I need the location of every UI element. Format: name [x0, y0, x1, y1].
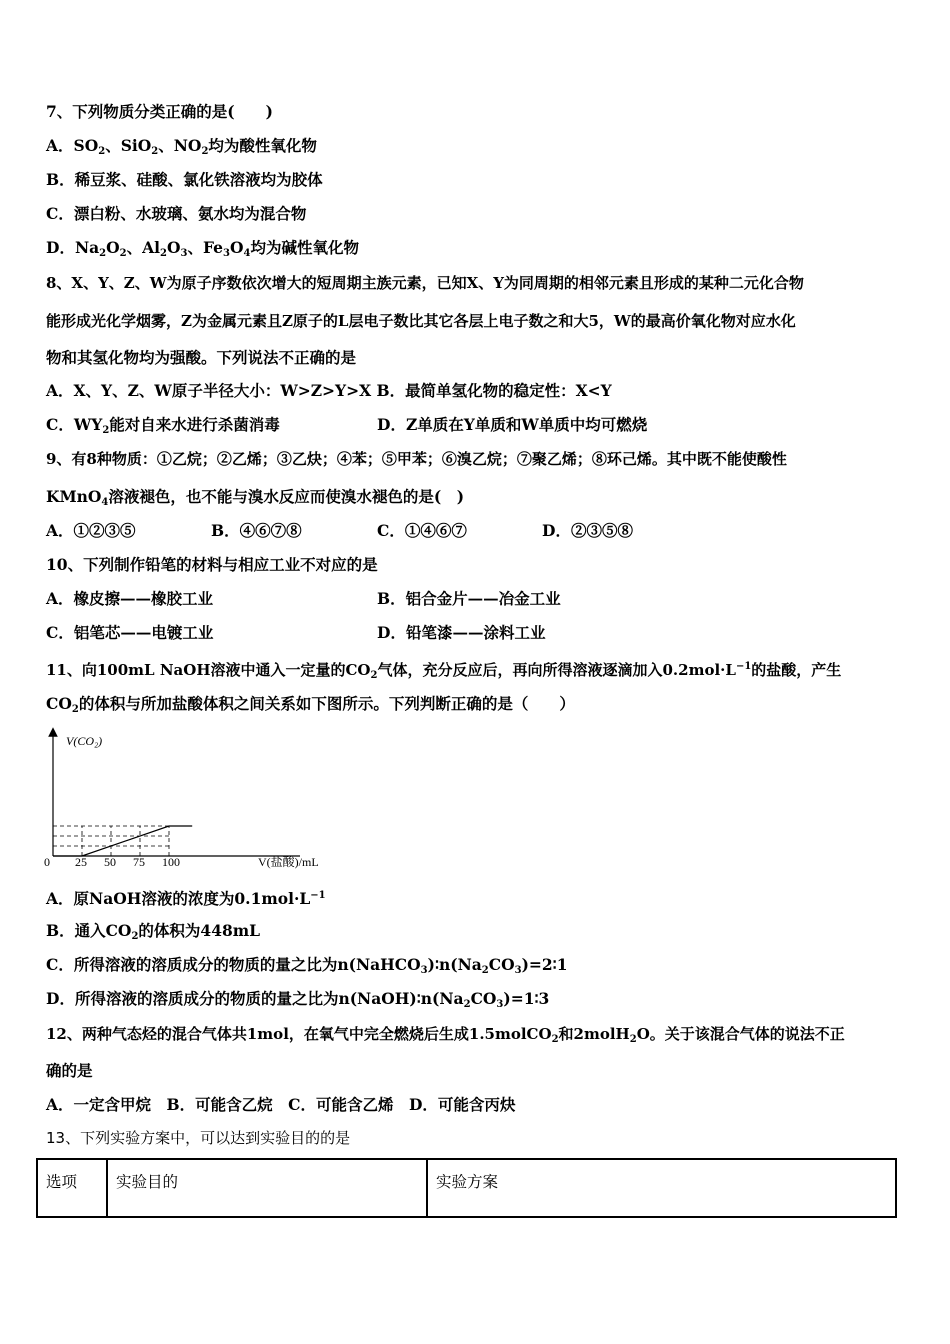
q10-stem: 10、下列制作铅笔的材料与相应工业不对应的是	[46, 555, 378, 574]
q13-table	[36, 1158, 897, 1218]
table-header-row	[37, 1159, 896, 1217]
table-header-purpose: 实验目的	[107, 1159, 427, 1217]
q8-stem-line2: 能形成光化学烟雾，Z为金属元素且Z原子的L层电子数比其它各层上电子数之和大5，W的最高价氧化物对应水化	[46, 312, 796, 330]
x-axis-label: V(盐酸)/mL	[258, 855, 319, 869]
q9-stem-line2: KMnO$_4$溶液褪色，也不能与溴水反应而使溴水褪色的是( )	[46, 487, 465, 508]
x-tick-label: 25	[75, 855, 87, 869]
q10-option-b: B．铝合金片——冶金工业	[377, 589, 561, 608]
x-tick-label: 0	[44, 855, 50, 869]
q8-option-d: D．Z单质在Y单质和W单质中均可燃烧	[377, 415, 648, 434]
q9-option-c: C．①④⑥⑦	[377, 521, 467, 540]
y-axis-label: V(CO₂)	[66, 734, 103, 748]
q9-option-a: A．①②③⑤	[46, 521, 136, 540]
table-header-option: 选项	[37, 1159, 107, 1217]
q11-stem-line1: 11、向100mL NaOH溶液中通入一定量的$CO_2$气体，充分反应后，再向所得溶液逐滴加入$0.2mol\cdot L^{-1}$的盐酸，产生	[46, 661, 842, 681]
q9-option-d: D．②③⑤⑧	[542, 521, 633, 540]
q10-option-a: A．橡皮擦——橡胶工业	[46, 589, 214, 608]
x-tick-label: 100	[162, 855, 180, 869]
q12-stem-line2: 确的是	[46, 1061, 93, 1080]
table-header-plan: 实验方案	[427, 1159, 896, 1217]
q13-stem: 13、下列实验方案中，可以达到实验目的的是	[46, 1129, 351, 1147]
q9-option-b: B．④⑥⑦⑧	[211, 521, 302, 540]
series-line	[53, 826, 192, 856]
x-tick-label: 75	[133, 855, 145, 869]
x-tick-label: 50	[104, 855, 116, 869]
q7-option-c: C．漂白粉、水玻璃、氨水均为混合物	[46, 204, 307, 223]
q11-option-d: D．所得溶液的溶质成分的物质的量之比为$n(NaOH)∶n(Na_2CO_3)=1∶3$	[46, 989, 550, 1010]
q7-stem: 7、下列物质分类正确的是( )	[46, 102, 273, 121]
q11-stem-line2: $CO_2$的体积与所加盐酸体积之间关系如下图所示。下列判断正确的是（ ）	[46, 694, 575, 715]
q8-options-ab: A．X、Y、Z、W原子半径大小：W>Z>Y>X B．最简单氢化物的稳定性：X<Y	[46, 381, 612, 400]
q11-option-c: C．所得溶液的溶质成分的物质的量之比为$n(NaHCO_3)∶n(Na_2CO_3)=2∶1$	[46, 955, 568, 976]
q10-option-c: C．铝笔芯——电镀工业	[46, 623, 214, 642]
q11-option-a: A．原NaOH溶液的浓度为$0.1mol\cdot L^{-1}$	[46, 889, 326, 908]
q8-option-c: C．$WY_2$能对自来水进行杀菌消毒	[46, 415, 280, 436]
q7-option-a: A．$SO_2$、SiO$_2$、$NO_2$均为酸性氧化物	[46, 136, 317, 157]
q12-options: A．一定含甲烷 B．可能含乙烷 C．可能含乙烯 D．可能含丙炔	[46, 1095, 516, 1114]
co2-volume-chart	[40, 726, 340, 876]
q7-option-b: B．稀豆浆、硅酸、氯化铁溶液均为胶体	[46, 170, 323, 189]
q12-stem-line1: 12、两种气态烃的混合气体共1mol，在氧气中完全燃烧后生成1.5molCO$_2$和2molH$_2$O。关于该混合气体的说法不正	[46, 1025, 845, 1045]
q9-stem-line1: 9、有8种物质：①乙烷；②乙烯；③乙炔；④苯；⑤甲苯；⑥溴乙烷；⑦聚乙烯；⑧环己烯。其中既不能使酸性	[46, 450, 787, 468]
q8-stem-line3: 物和其氢化物均为强酸。下列说法不正确的是	[46, 348, 357, 367]
q8-stem-line1: 8、X、Y、Z、W为原子序数依次增大的短周期主族元素，已知X、Y为同周期的相邻元素且形成的某种二元化合物	[46, 274, 804, 292]
q7-option-d: D．$Na_2O_2$、$Al_2O_3$、$Fe_3O_4$均为碱性氧化物	[46, 238, 359, 259]
q10-option-d: D．铅笔漆——涂料工业	[377, 623, 546, 642]
q11-option-b: B．通入$CO_2$的体积为448mL	[46, 921, 261, 942]
